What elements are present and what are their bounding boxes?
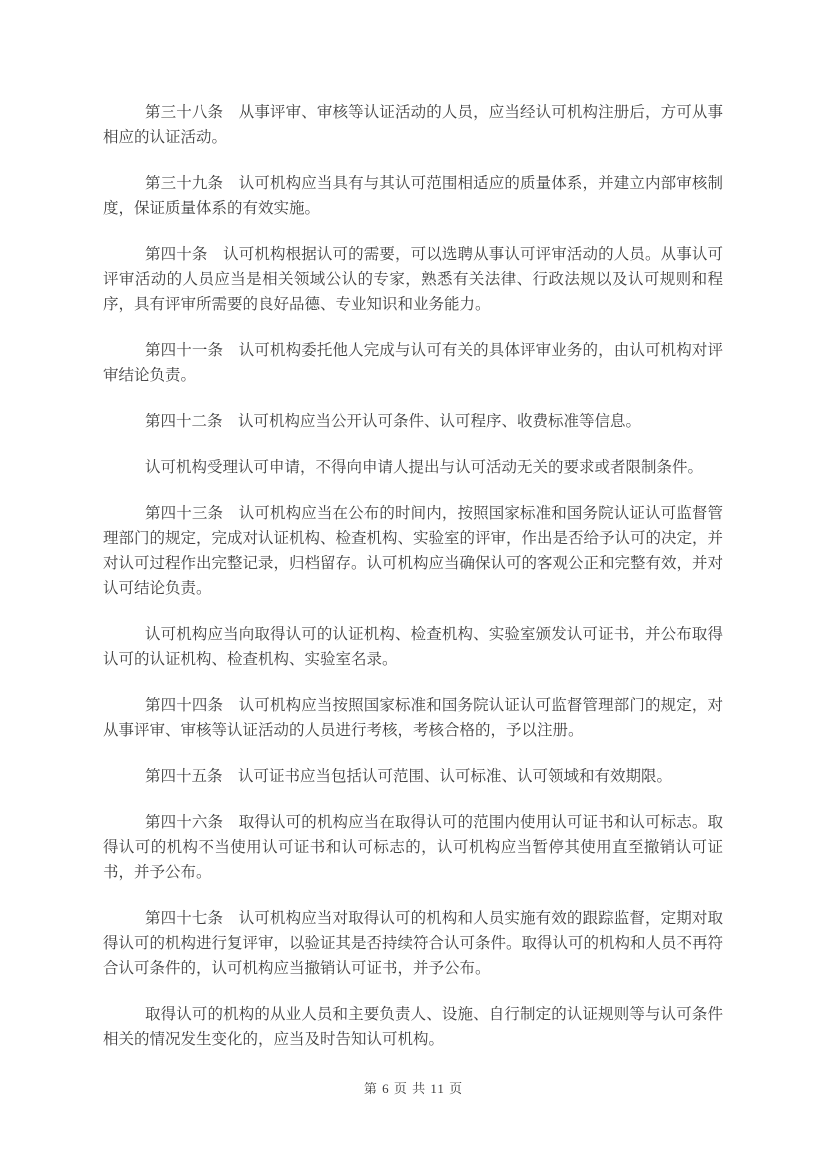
page-number-label: 第 6 页 共 11 页	[363, 1081, 464, 1096]
article-42-paragraph-2: 认可机构受理认可申请，不得向申请人提出与认可活动无关的要求或者限制条件。	[145, 459, 704, 476]
article-41-paragraph: 第四十一条 认可机构委托他人完成与认可有关的具体评审业务的，由认可机构对评审结论负责。	[103, 342, 723, 384]
article-47-paragraph-2: 取得认可的机构的从业人员和主要负责人、设施、自行制定的认证规则等与认可条件相关的情况发生变化的，应当及时告知认可机构。	[103, 1006, 723, 1048]
article-45-paragraph: 第四十五条 认可证书应当包括认可范围、认可标准、认可领域和有效期限。	[145, 768, 673, 785]
article-47-paragraph: 第四十七条 认可机构应当对取得认可的机构和人员实施有效的跟踪监督，定期对取得认可的机构进行复评审，以验证其是否持续符合认可条件。取得认可的机构和人员不再符合认可条件的，认可机构应当撤销认可证书，并予公布。	[103, 910, 724, 977]
article-43-paragraph: 第四十三条 认可机构应当在公布的时间内，按照国家标准和国务院认证认可监督管理部门的规定，完成对认证机构、检查机构、实验室的评审，作出是否给予认可的决定，并对认可过程作出完整记录，归档留存。认可机构应当确保认可的客观公正和完整有效，并对认可结论负责。	[103, 505, 724, 597]
document-body	[103, 100, 723, 1073]
article-46-paragraph: 第四十六条 取得认可的机构应当在取得认可的范围内使用认可证书和认可标志。取得认可的机构不当使用认可证书和认可标志的，认可机构应当暂停其使用直至撤销认可证书，并予公布。	[103, 814, 723, 881]
article-38-paragraph: 第三十八条 从事评审、审核等认证活动的人员，应当经认可机构注册后，方可从事相应的认证活动。	[103, 104, 723, 146]
page-footer	[0, 1080, 827, 1098]
article-42-paragraph: 第四十二条 认可机构应当公开认可条件、认可程序、收费标准等信息。	[145, 413, 642, 430]
article-40-paragraph: 第四十条 认可机构根据认可的需要，可以选聘从事认可评审活动的人员。从事认可评审活动的人员应当是相关领域公认的专家，熟悉有关法律、行政法规以及认可规则和程序，具有评审所需要的良好品德、专业知识和业务能力。	[103, 246, 723, 313]
article-44-paragraph: 第四十四条 认可机构应当按照国家标准和国务院认证认可监督管理部门的规定，对从事评审、审核等认证活动的人员进行考核，考核合格的，予以注册。	[103, 697, 723, 739]
article-39-paragraph: 第三十九条 认可机构应当具有与其认可范围相适应的质量体系，并建立内部审核制度，保证质量体系的有效实施。	[103, 175, 723, 217]
article-43-paragraph-2: 认可机构应当向取得认可的认证机构、检查机构、实验室颁发认可证书，并公布取得认可的认证机构、检查机构、实验室名录。	[103, 626, 723, 668]
